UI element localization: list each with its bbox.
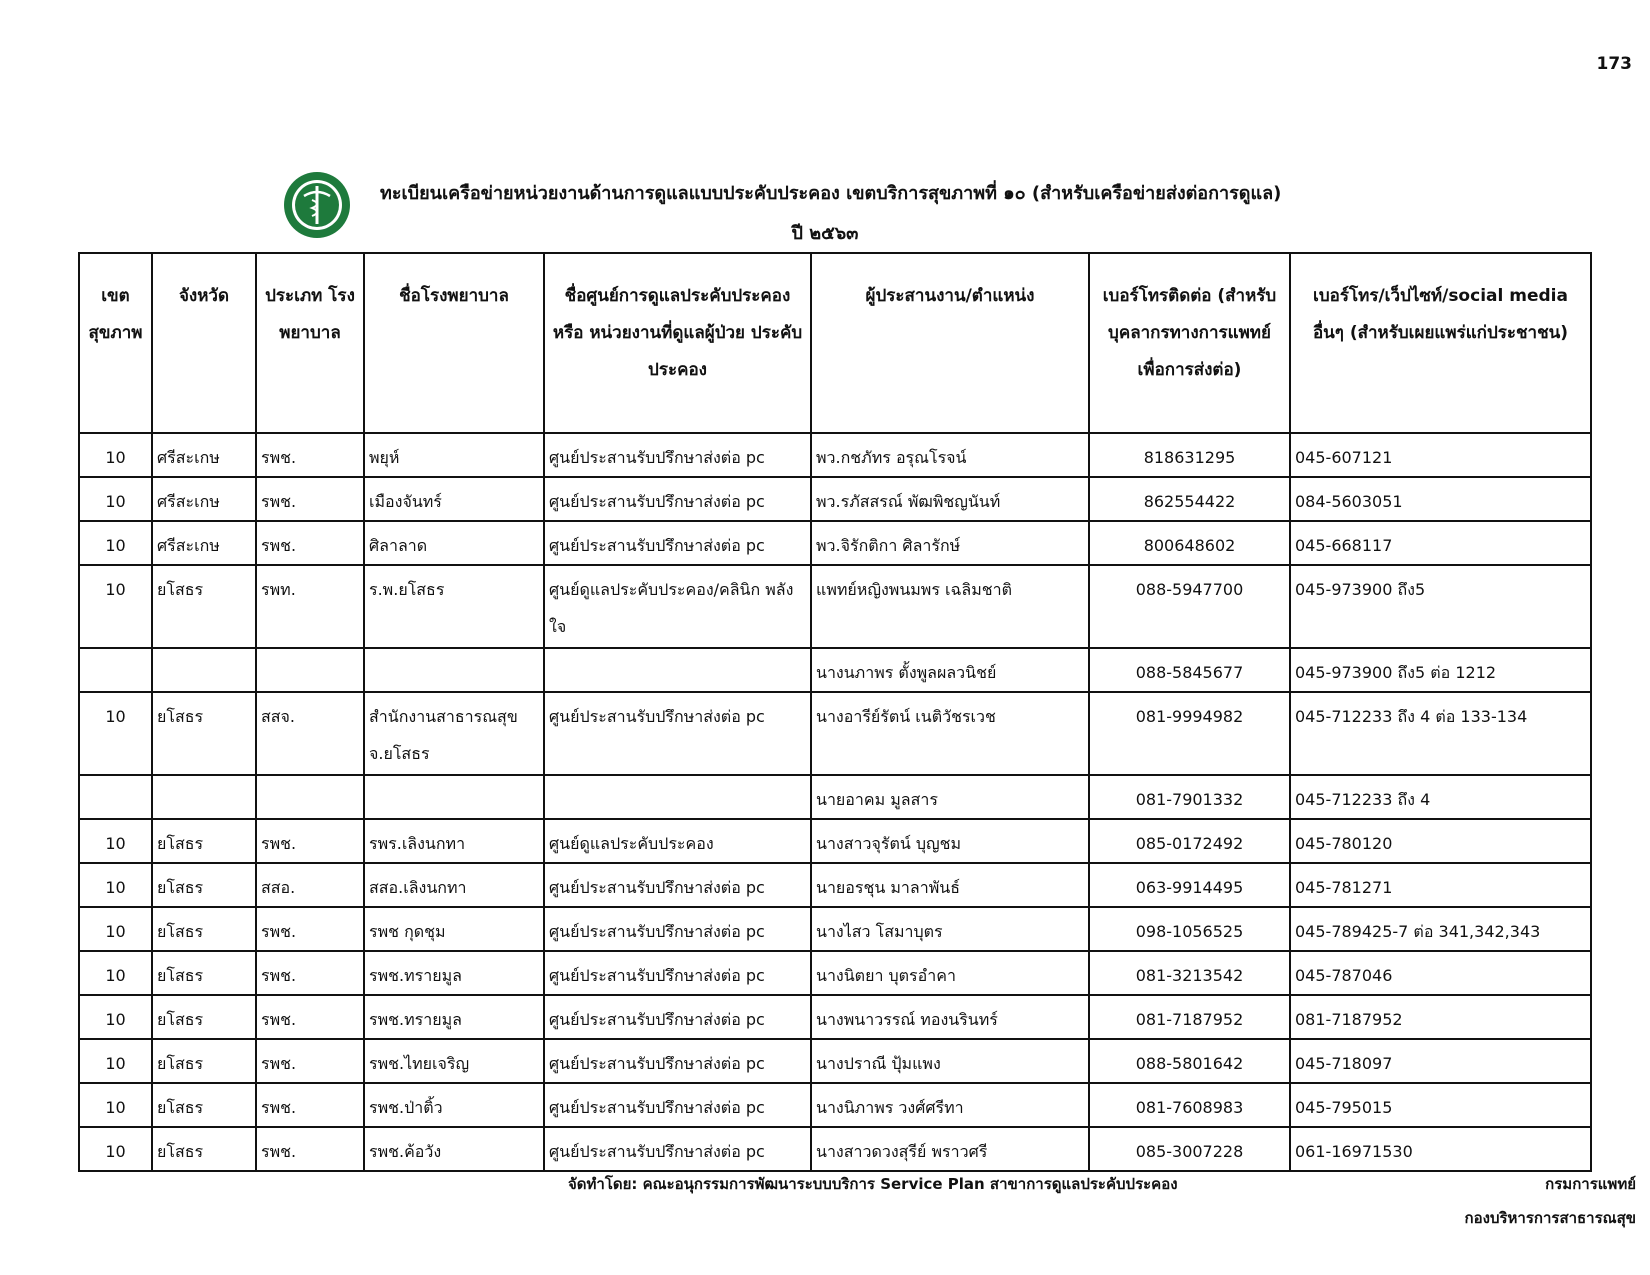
table-cell: ยโสธร (152, 995, 256, 1039)
header-public-contact: เบอร์โทร/เว็ปไซท์/social media อื่นๆ (สำหรับเผยแพร่แก่ประชาชน) (1290, 253, 1591, 433)
page-number: 173 (1596, 54, 1632, 74)
header-referral-phone: เบอร์โทรติดต่อ (สำหรับ บุคลากรทางการแพทย์ เพื่อการส่งต่อ) (1089, 253, 1290, 433)
table-cell: ศรีสะเกษ (152, 433, 256, 477)
table-cell: นางนิภาพร วงศ์ศรีทา (811, 1083, 1089, 1127)
table-cell: นางสาวจุรัตน์ บุญชม (811, 819, 1089, 863)
table-cell: สำนักงานสาธารณสุข จ.ยโสธร (364, 692, 544, 775)
table-cell: รพช. (256, 521, 364, 565)
document-title: ทะเบียนเครือข่ายหน่วยงานด้านการดูแลแบบประคับประคอง เขตบริการสุขภาพที่ ๑๐ (สำหรับเครือข่ายส่งต่อการดูแล) (380, 183, 1282, 204)
table-cell: สสอ.เลิงนกทา (364, 863, 544, 907)
table-cell: ศูนย์ประสานรับปรึกษาส่งต่อ pc (544, 907, 811, 951)
table-cell: 045-795015 (1290, 1083, 1591, 1127)
table-cell: 10 (79, 477, 152, 521)
table-cell: 10 (79, 692, 152, 775)
table-cell: 10 (79, 521, 152, 565)
table-cell: ยโสธร (152, 907, 256, 951)
table-cell: ศิลาลาด (364, 521, 544, 565)
table-cell: นางพนาวรรณ์ ทองนรินทร์ (811, 995, 1089, 1039)
table-cell: ศูนย์ดูแลประคับประคอง (544, 819, 811, 863)
header-center-name: ชื่อศูนย์การดูแลประคับประคอง หรือ หน่วยงานที่ดูแลผู้ป่วย ประคับประคอง (544, 253, 811, 433)
table-row (79, 477, 1591, 521)
table-header-row (79, 253, 1591, 433)
table-cell: รพช. (256, 819, 364, 863)
footer-division: กองบริหารการสาธารณสุข (1464, 1209, 1636, 1227)
table-cell: ศูนย์ประสานรับปรึกษาส่งต่อ pc (544, 692, 811, 775)
table-cell: ศูนย์ประสานรับปรึกษาส่งต่อ pc (544, 1083, 811, 1127)
table-cell: ศูนย์ประสานรับปรึกษาส่งต่อ pc (544, 433, 811, 477)
table-cell: ศูนย์ประสานรับปรึกษาส่งต่อ pc (544, 521, 811, 565)
table-cell: รพช. (256, 1127, 364, 1171)
table-cell: ศูนย์ประสานรับปรึกษาส่งต่อ pc (544, 863, 811, 907)
footer-prepared-by: จัดทำโดย: คณะอนุกรรมการพัฒนาระบบบริการ Service Plan สาขาการดูแลประคับประคอง (568, 1175, 1178, 1193)
header-hospital-name: ชื่อโรงพยาบาล (364, 253, 544, 433)
table-cell: ศูนย์ประสานรับปรึกษาส่งต่อ pc (544, 1127, 811, 1171)
table-cell: นางนิตยา บุตรอำคา (811, 951, 1089, 995)
table-cell: ศูนย์ประสานรับปรึกษาส่งต่อ pc (544, 951, 811, 995)
table-cell: 088-5845677 (1089, 648, 1290, 692)
table-cell: รพช. (256, 907, 364, 951)
table-row (79, 775, 1591, 819)
table-cell: 10 (79, 863, 152, 907)
table-cell: 045-781271 (1290, 863, 1591, 907)
table-cell (364, 775, 544, 819)
table-cell: รพช.ทรายมูล (364, 951, 544, 995)
registry-table (78, 252, 1592, 1172)
table-cell: 045-668117 (1290, 521, 1591, 565)
table-cell: ศูนย์ประสานรับปรึกษาส่งต่อ pc (544, 477, 811, 521)
table-cell: นางปราณี ปุ้มแพง (811, 1039, 1089, 1083)
table-row (79, 521, 1591, 565)
table-row (79, 1039, 1591, 1083)
table-cell: เมืองจันทร์ (364, 477, 544, 521)
table-cell: ยโสธร (152, 819, 256, 863)
table-cell: 10 (79, 819, 152, 863)
table-cell: นางสาวดวงสุรีย์ พราวศรี (811, 1127, 1089, 1171)
table-cell: 081-7187952 (1290, 995, 1591, 1039)
table-cell: พว.รภัสสรณ์ พัฒพิชญนันท์ (811, 477, 1089, 521)
table-cell: 045-607121 (1290, 433, 1591, 477)
table-cell: 081-3213542 (1089, 951, 1290, 995)
table-row (79, 863, 1591, 907)
table-cell: แพทย์หญิงพนมพร เฉลิมชาติ (811, 565, 1089, 648)
table-cell: 081-7901332 (1089, 775, 1290, 819)
footer-department: กรมการแพทย์ (1545, 1175, 1636, 1193)
table-row (79, 692, 1591, 775)
table-cell: ยโสธร (152, 565, 256, 648)
table-cell: ศูนย์ประสานรับปรึกษาส่งต่อ pc (544, 995, 811, 1039)
header-health-region: เขต สุขภาพ (79, 253, 152, 433)
table-cell: 800648602 (1089, 521, 1290, 565)
table-cell: ศรีสะเกษ (152, 477, 256, 521)
table-cell: 081-7608983 (1089, 1083, 1290, 1127)
table-cell: รพช. (256, 951, 364, 995)
table-cell: นายอาคม มูลสาร (811, 775, 1089, 819)
header-hospital-type: ประเภท โรงพยาบาล (256, 253, 364, 433)
table-cell: 10 (79, 995, 152, 1039)
table-cell (152, 648, 256, 692)
table-cell (544, 775, 811, 819)
table-cell: 10 (79, 1083, 152, 1127)
table-cell: 081-7187952 (1089, 995, 1290, 1039)
table-cell (152, 775, 256, 819)
table-cell: รพช. (256, 477, 364, 521)
table-row (79, 951, 1591, 995)
table-cell: รพช กุดชุม (364, 907, 544, 951)
table-cell: รพช. (256, 995, 364, 1039)
table-cell: 045-780120 (1290, 819, 1591, 863)
table-cell: 10 (79, 433, 152, 477)
table-cell: ยโสธร (152, 951, 256, 995)
table-cell: 10 (79, 565, 152, 648)
table-cell (364, 648, 544, 692)
table-cell: 063-9914495 (1089, 863, 1290, 907)
table-cell: ศรีสะเกษ (152, 521, 256, 565)
table-cell: ร.พ.ยโสธร (364, 565, 544, 648)
table-cell: 088-5947700 (1089, 565, 1290, 648)
table-cell: นางนภาพร ตั้งพูลผลวนิชย์ (811, 648, 1089, 692)
table-cell: 045-973900 ถึง5 (1290, 565, 1591, 648)
table-cell: 818631295 (1089, 433, 1290, 477)
table-cell: 084-5603051 (1290, 477, 1591, 521)
table-cell: 045-712233 ถึง 4 (1290, 775, 1591, 819)
header-province: จังหวัด (152, 253, 256, 433)
table-cell: รพช. (256, 433, 364, 477)
table-cell: 862554422 (1089, 477, 1290, 521)
table-cell (256, 648, 364, 692)
table-row (79, 565, 1591, 648)
table-cell: นางไสว โสมาบุตร (811, 907, 1089, 951)
table-cell: 081-9994982 (1089, 692, 1290, 775)
table-cell (79, 775, 152, 819)
table-cell: รพท. (256, 565, 364, 648)
header-coordinator: ผู้ประสานงาน/ตำแหน่ง (811, 253, 1089, 433)
table-cell: 045-789425-7 ต่อ 341,342,343 (1290, 907, 1591, 951)
table-cell: ยโสธร (152, 692, 256, 775)
document-year: ปี ๒๕๖๓ (791, 223, 859, 244)
table-cell: 085-0172492 (1089, 819, 1290, 863)
table-cell: 088-5801642 (1089, 1039, 1290, 1083)
table-cell: 045-787046 (1290, 951, 1591, 995)
table-row (79, 907, 1591, 951)
table-cell: 10 (79, 1039, 152, 1083)
table-cell: ศูนย์ดูแลประคับประคอง/คลินิก พลังใจ (544, 565, 811, 648)
table-cell: 045-973900 ถึง5 ต่อ 1212 (1290, 648, 1591, 692)
table-cell: 098-1056525 (1089, 907, 1290, 951)
table-cell (544, 648, 811, 692)
table-cell (79, 648, 152, 692)
table-cell: พว.กชภัทร อรุณโรจน์ (811, 433, 1089, 477)
table-cell: ยโสธร (152, 863, 256, 907)
table-cell: รพช. (256, 1083, 364, 1127)
table-cell: รพร.เลิงนกทา (364, 819, 544, 863)
table-row (79, 995, 1591, 1039)
table-cell: นางอารีย์รัตน์ เนติวัชรเวช (811, 692, 1089, 775)
table-cell: 045-718097 (1290, 1039, 1591, 1083)
table-row (79, 433, 1591, 477)
table-cell: ศูนย์ประสานรับปรึกษาส่งต่อ pc (544, 1039, 811, 1083)
table-cell: รพช.ไทยเจริญ (364, 1039, 544, 1083)
table-cell: ยโสธร (152, 1083, 256, 1127)
table-cell: รพช.ป่าติ้ว (364, 1083, 544, 1127)
table-cell: สสจ. (256, 692, 364, 775)
table-row (79, 1083, 1591, 1127)
table-cell: 10 (79, 1127, 152, 1171)
table-cell: 085-3007228 (1089, 1127, 1290, 1171)
table-row (79, 1127, 1591, 1171)
table-cell: สสอ. (256, 863, 364, 907)
table-cell: 061-16971530 (1290, 1127, 1591, 1171)
table-cell: รพช. (256, 1039, 364, 1083)
table-cell: 10 (79, 951, 152, 995)
table-cell: รพช.ค้อวัง (364, 1127, 544, 1171)
table-cell: ยโสธร (152, 1127, 256, 1171)
table-cell (256, 775, 364, 819)
table-cell: นายอรชุน มาลาพันธ์ (811, 863, 1089, 907)
table-cell: พว.จิรักติกา ศิลารักษ์ (811, 521, 1089, 565)
table-cell: พยุห์ (364, 433, 544, 477)
table-cell: ยโสธร (152, 1039, 256, 1083)
table-row (79, 648, 1591, 692)
table-row (79, 819, 1591, 863)
table-cell: รพช.ทรายมูล (364, 995, 544, 1039)
table-cell: 045-712233 ถึง 4 ต่อ 133-134 (1290, 692, 1591, 775)
table-cell: 10 (79, 907, 152, 951)
